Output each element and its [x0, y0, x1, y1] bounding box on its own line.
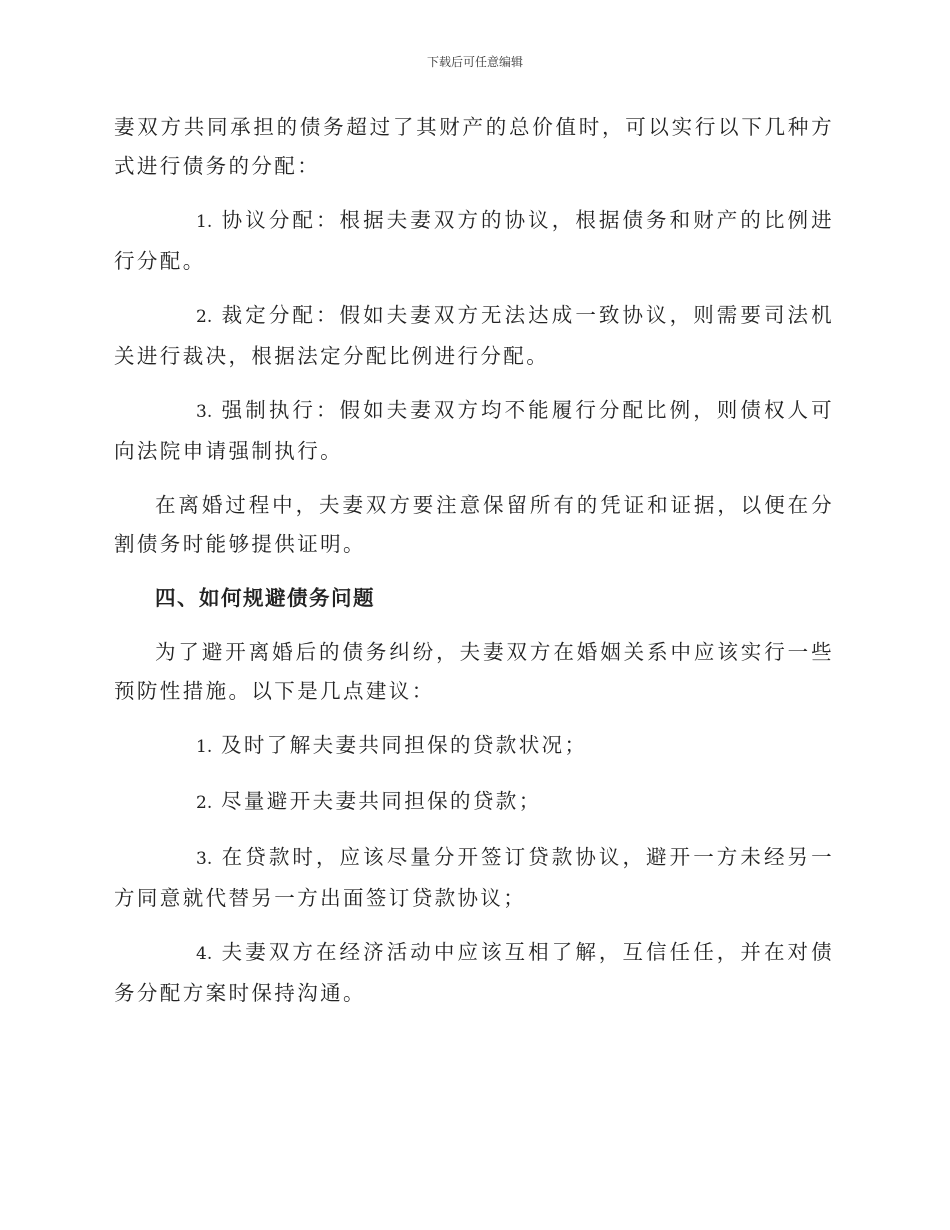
item-number: 3. — [196, 402, 213, 422]
intro-paragraph: 妻双方共同承担的债务超过了其财产的总价值时，可以实行以下几种方式进行债务的分配： — [114, 115, 834, 178]
suggestion-item — [114, 726, 834, 767]
item-number: 2. — [196, 793, 213, 813]
method-item — [114, 391, 834, 471]
method-item — [114, 296, 834, 376]
item-text: 尽量避开夫妻共同担保的贷款； — [221, 789, 542, 813]
item-text: 裁定分配：假如夫妻双方无法达成一致协议，则需要司法机关进行裁决，根据法定分配比例进行分配。 — [114, 303, 834, 368]
item-text: 在贷款时，应该尽量分开签订贷款协议，避开一方未经另一方同意就代替另一方出面签订贷款协议； — [114, 845, 834, 910]
item-text: 强制执行：假如夫妻双方均不能履行分配比例，则债权人可向法院申请强制执行。 — [114, 398, 834, 463]
item-number: 3. — [196, 849, 213, 869]
suggestion-item — [114, 838, 834, 918]
item-number: 1. — [196, 737, 213, 757]
note-paragraph: 在离婚过程中，夫妻双方要注意保留所有的凭证和证据，以便在分割债务时能够提供证明。 — [114, 493, 834, 556]
item-text: 及时了解夫妻共同担保的贷款状况； — [221, 733, 588, 757]
method-item — [114, 201, 834, 281]
page-header: 下载后可任意编辑 — [426, 55, 523, 69]
document-body — [114, 108, 834, 1013]
section-heading: 四、如何规避债务问题 — [155, 586, 375, 610]
item-text: 协议分配：根据夫妻双方的协议，根据债务和财产的比例进行分配。 — [114, 208, 834, 273]
item-number: 1. — [196, 212, 213, 232]
suggestion-item — [114, 782, 834, 823]
section-intro-paragraph: 为了避开离婚后的债务纠纷，夫妻双方在婚姻关系中应该实行一些预防性措施。以下是几点建议： — [114, 640, 834, 703]
item-text: 夫妻双方在经济活动中应该互相了解，互信任任，并在对债务分配方案时保持沟通。 — [114, 940, 834, 1005]
item-number: 2. — [196, 307, 213, 327]
item-number: 4. — [196, 944, 213, 964]
suggestion-item — [114, 933, 834, 1013]
